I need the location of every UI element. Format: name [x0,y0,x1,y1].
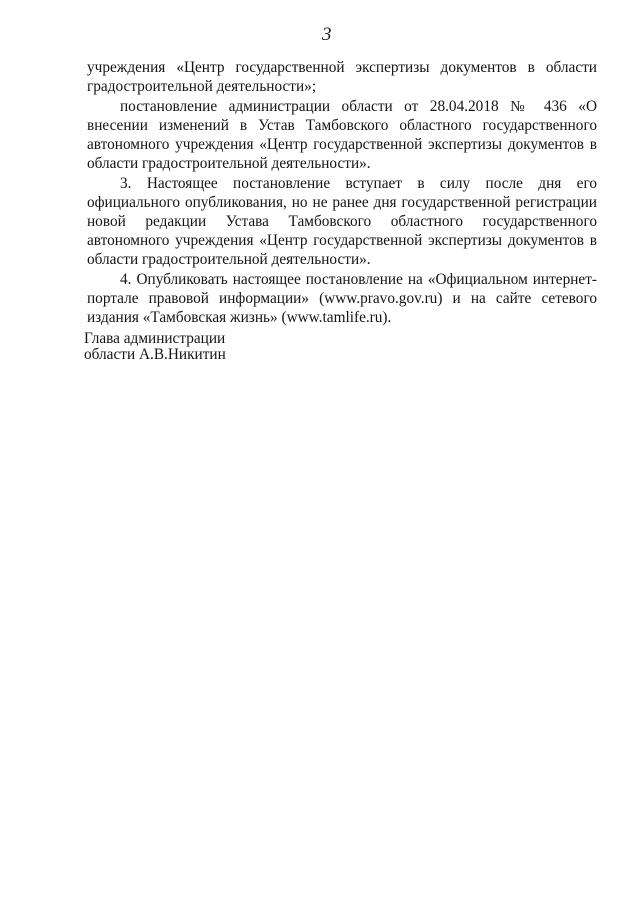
text-line: внесении изменений в Устав Тамбовского областного государственного [87,117,597,134]
text-line: официального опубликования, но не ранее дня государственной регистрации [87,194,597,211]
text-line: автономного учреждения «Центр государственной экспертизы документов в [87,232,597,249]
text-line: 3. Настоящее постановление вступает в силу после дня его [120,175,597,192]
text-line: учреждения «Центр государственной экспертизы документов в области [87,59,597,76]
text-line: 4. Опубликовать настоящее постановление на «Официальном интернет- [120,271,597,288]
signature-title: Глава администрации [84,330,226,347]
text-line: издания «Тамбовская жизнь» (www.tamlife.ru). [87,309,392,326]
text-line: автономного учреждения «Центр государственной экспертизы документов в [87,136,597,153]
text-line: градостроительной деятельности»; [87,78,317,95]
text-line: области градостроительной деятельности». [87,155,371,172]
text-line: портале правовой информации» (www.pravo.gov.ru) и на сайте сетевого [87,290,597,307]
signature-name: области А.В.Никитин [84,346,226,363]
text-line: постановление администрации области от 28.04.2018 № 436 «О [120,98,597,115]
text-line: области градостроительной деятельности». [87,251,371,268]
text-line: новой редакции Устава Тамбовского областного государственного [87,213,597,230]
page-number: 3 [322,24,332,45]
